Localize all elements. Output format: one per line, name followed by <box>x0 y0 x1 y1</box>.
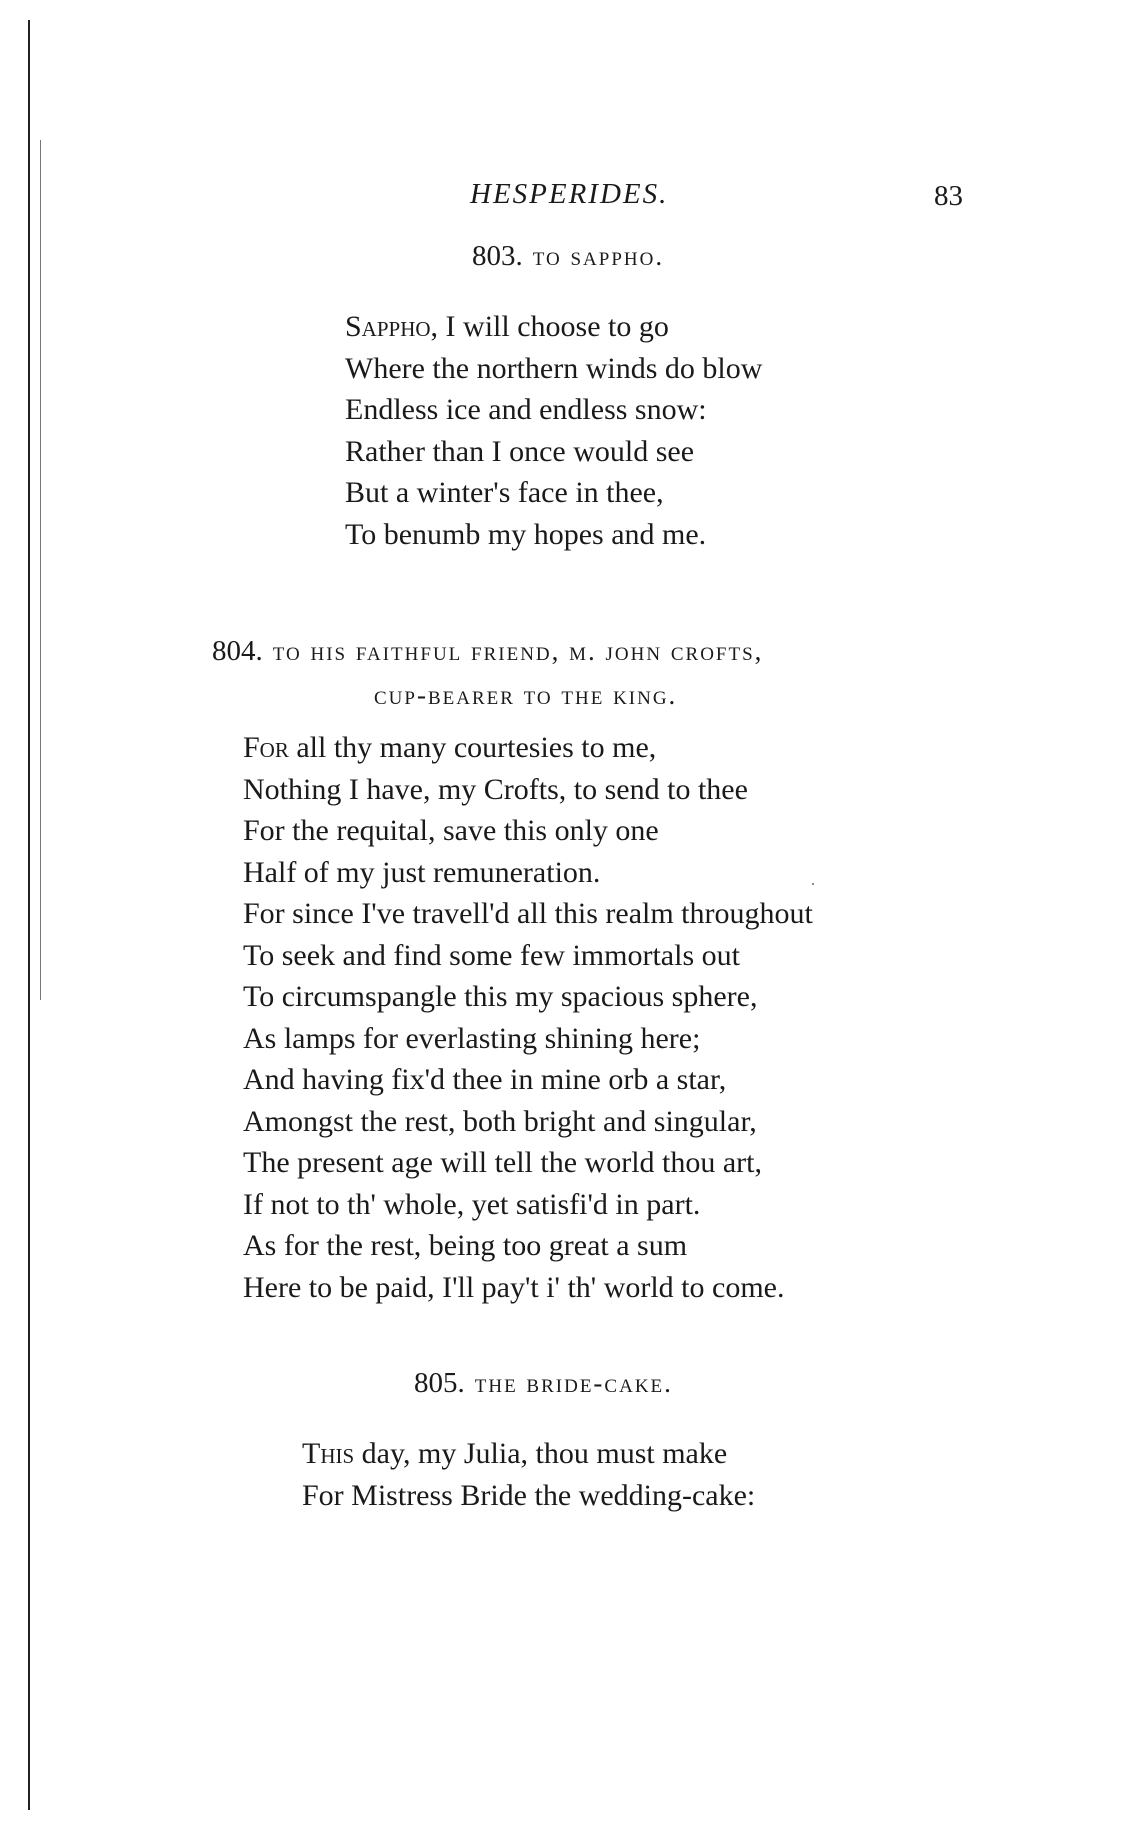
poem-805-title <box>414 1367 673 1400</box>
poem-line: As for the rest, being too great a sum <box>243 1229 688 1262</box>
poem-line: To benumb my hopes and me. <box>345 517 707 551</box>
poem-line: For Mistress Bride the wedding-cake: <box>302 1478 756 1512</box>
poem-number: 805. <box>414 1367 465 1399</box>
poem-804-stanza <box>243 727 813 1308</box>
poem-title-text: to his faithful friend, m. john crofts, <box>272 636 764 666</box>
poem-804-subtitle: cup-bearer to the king. <box>374 680 678 710</box>
line-text: all thy many courtesies to me, <box>288 731 657 764</box>
poem-line: The present age will tell the world thou art, <box>243 1146 763 1179</box>
poem-line <box>302 1433 755 1475</box>
poem-line: To seek and find some few immortals out <box>243 938 740 972</box>
poem-line: Here to be paid, I'll pay't i' th' world to come. <box>243 1270 785 1304</box>
poem-803-title <box>472 240 664 273</box>
initial-word: Sappho <box>345 310 431 343</box>
poem-line: And having fix'd thee in mine orb a star, <box>243 1063 727 1096</box>
page-number: 83 <box>934 180 963 212</box>
page-header <box>0 178 1135 218</box>
running-title: HESPERIDES. <box>470 178 669 210</box>
poem-line: Amongst the rest, both bright and singular, <box>243 1104 757 1138</box>
poem-number: 804. <box>212 635 263 667</box>
binding-edge-line <box>28 20 30 1810</box>
initial-word: For <box>243 731 289 764</box>
poem-title-text: the bride-cake. <box>474 1368 673 1398</box>
poem-803-stanza <box>345 306 762 555</box>
poem-number: 803. <box>472 240 523 272</box>
poem-804-title <box>212 635 763 668</box>
poem-line: Endless ice and endless snow: <box>345 393 707 426</box>
line-text: , I will choose to go <box>430 310 669 343</box>
poem-title-text: to sappho. <box>532 241 665 271</box>
poem-line <box>243 727 813 769</box>
poem-line: To circumspangle this my spacious sphere, <box>243 980 758 1013</box>
poem-line: Where the northern winds do blow <box>345 351 763 385</box>
poem-line: For the requital, save this only one <box>243 814 659 847</box>
poem-805-stanza <box>302 1433 755 1516</box>
poem-line: Rather than I once would see <box>345 434 695 468</box>
poem-line: Half of my just remuneration. <box>243 855 601 889</box>
binding-shadow-line <box>40 140 41 1000</box>
poem-line: Nothing I have, my Crofts, to send to thee <box>243 772 748 806</box>
poem-line: As lamps for everlasting shining here; <box>243 1021 701 1055</box>
poem-line: For since I've travell'd all this realm throughout <box>243 897 813 930</box>
initial-word: This <box>302 1437 355 1470</box>
poem-line: If not to th' whole, yet satisfi'd in part. <box>243 1187 701 1221</box>
poem-line <box>345 306 762 348</box>
line-text: day, my Julia, thou must make <box>354 1437 728 1470</box>
poem-line: But a winter's face in thee, <box>345 476 664 509</box>
